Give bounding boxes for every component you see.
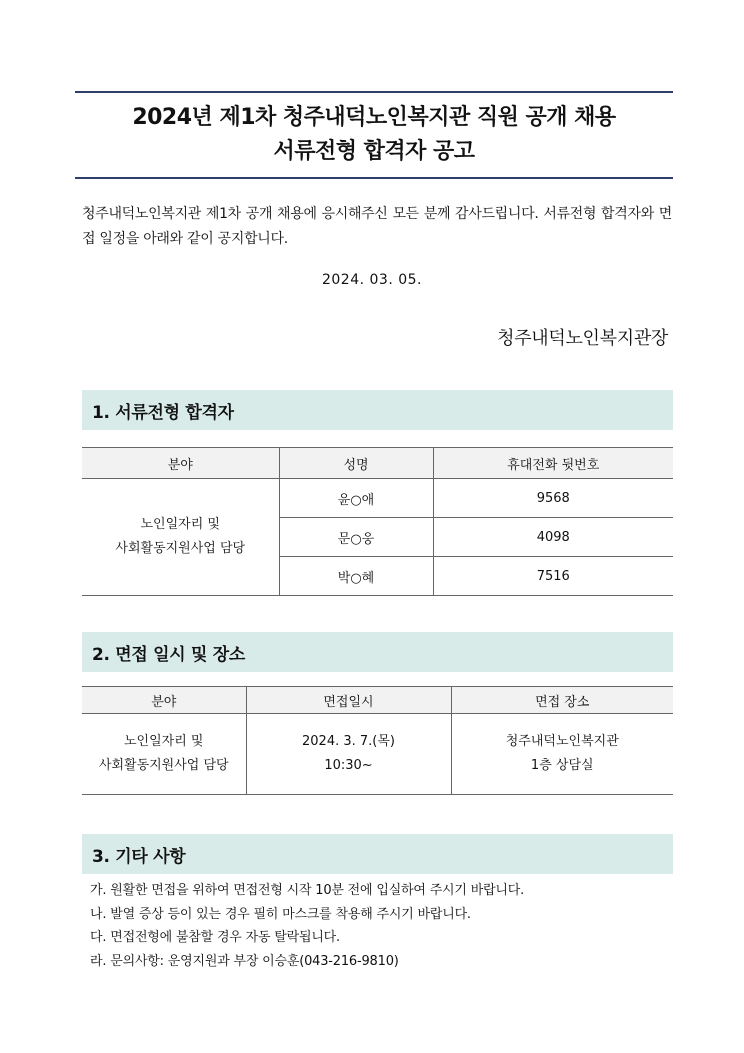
list-item: 다. 면접전형에 불참할 경우 자동 탈락됩니다. — [90, 930, 340, 945]
field-line-2: 사회활동지원사업 담당 — [98, 758, 229, 773]
header-field: 분야 — [82, 448, 279, 479]
notes-list — [90, 879, 524, 973]
list-item: 라. 문의사항: 운영지원과 부장 이승훈(043-216-9810) — [90, 953, 399, 969]
interview-field-cell — [82, 714, 246, 795]
applicant-name: 문○웅 — [279, 518, 433, 557]
applicant-phone: 9568 — [433, 479, 673, 518]
list-item: 가. 원활한 면접을 위하여 면접전형 시작 10분 전에 입실하여 주시기 바랍니다. — [90, 883, 525, 898]
field-line-2: 사회활동지원사업 담당 — [115, 541, 246, 556]
applicant-name: 박○혜 — [279, 557, 433, 596]
section-2-header: 2. 면접 일시 및 장소 — [82, 632, 673, 672]
applicant-name: 윤○애 — [279, 479, 433, 518]
datetime-line-1: 2024. 3. 7.(목) — [302, 734, 395, 749]
title-line-1: 2024년 제1차 청주내덕노인복지관 직원 공개 채용 — [132, 105, 616, 130]
header-place: 면접 장소 — [451, 687, 673, 714]
list-item: 나. 발열 증상 등이 있는 경우 필히 마스크를 착용해 주시기 바랍니다. — [90, 906, 471, 922]
header-name: 성명 — [279, 448, 433, 479]
field-line-1: 노인일자리 및 — [140, 517, 220, 532]
applicant-phone: 4098 — [433, 518, 673, 557]
organization-name: 청주내덕노인복지관장 — [497, 328, 668, 349]
place-line-1: 청주내덕노인복지관 — [505, 734, 619, 749]
field-line-1: 노인일자리 및 — [124, 734, 204, 749]
table-header-row — [82, 448, 673, 479]
place-line-2: 1층 상담실 — [530, 758, 594, 773]
section-3-header: 3. 기타 사항 — [82, 834, 673, 874]
interview-datetime-cell — [246, 714, 451, 795]
table-row — [82, 479, 673, 518]
intro-paragraph: 청주내덕노인복지관 제1차 공개 채용에 응시해주신 모든 분께 감사드립니다. 서류전형 합격자와 면접 일정을 아래와 같이 공지합니다. — [82, 206, 672, 247]
table-header-row — [82, 687, 673, 714]
interview-place-cell — [451, 714, 673, 795]
notice-date: 2024. 03. 05. — [321, 272, 422, 288]
field-cell — [82, 479, 279, 596]
notice-title — [75, 91, 673, 179]
applicant-phone: 7516 — [433, 557, 673, 596]
section-1-header: 1. 서류전형 합격자 — [82, 390, 673, 430]
header-field: 분야 — [82, 687, 246, 714]
applicants-table — [82, 447, 673, 596]
interview-table — [82, 686, 673, 795]
table-row — [82, 714, 673, 795]
header-datetime: 면접일시 — [246, 687, 451, 714]
title-line-2: 서류전형 합격자 공고 — [273, 139, 475, 164]
header-phone: 휴대전화 뒷번호 — [433, 448, 673, 479]
datetime-line-2: 10:30~ — [324, 758, 373, 773]
